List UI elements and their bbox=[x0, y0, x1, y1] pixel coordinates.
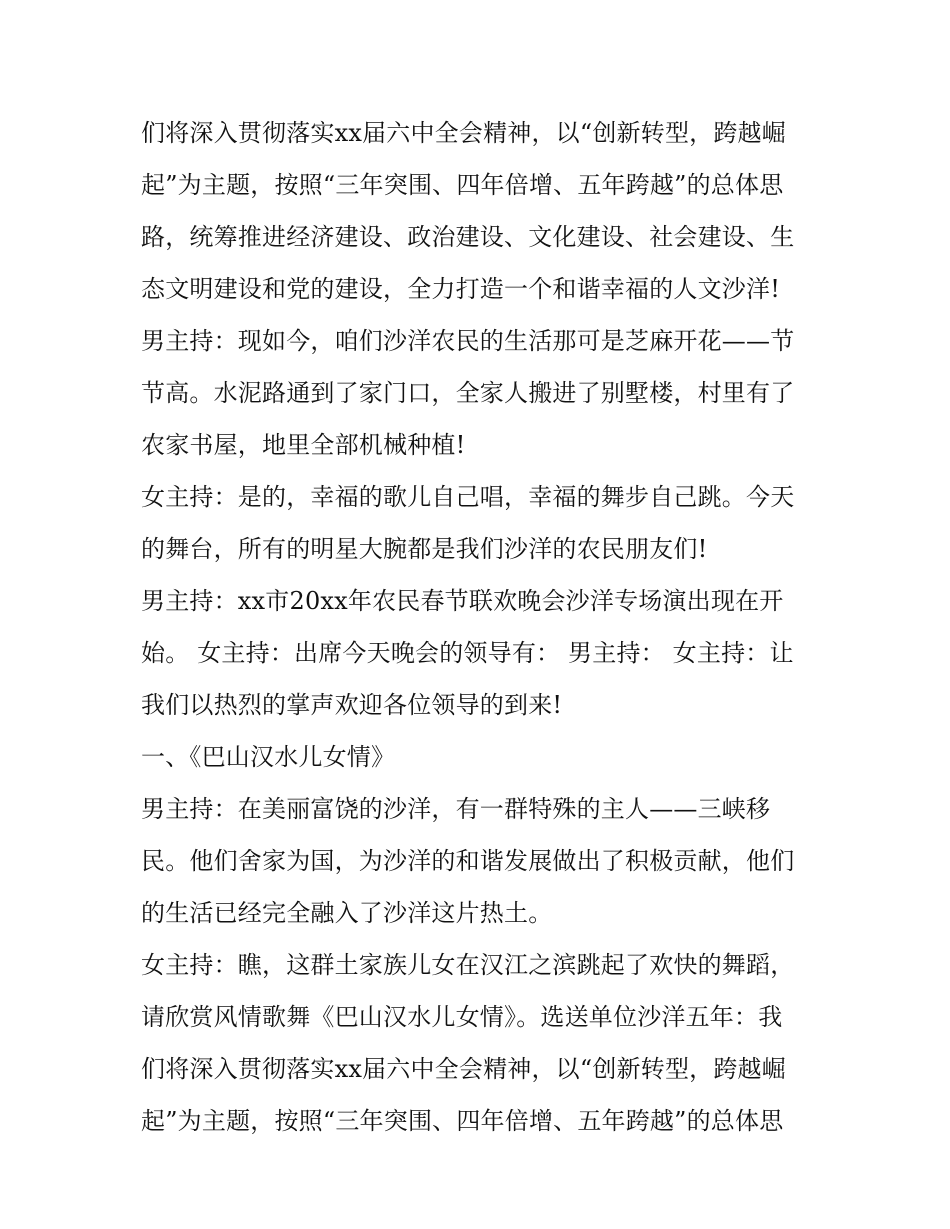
text-line: 路，统筹推进经济建设、政治建设、文化建设、社会建设、生 bbox=[141, 223, 795, 251]
text-line: 们将深入贯彻落实xx届六中全会精神，以“创新转型，跨越崛 bbox=[141, 119, 786, 147]
text-line: 始。 女主持：出席今天晚会的领导有： 男主持： 女主持：让 bbox=[141, 639, 794, 667]
text-line: 民。他们舍家为国，为沙洋的和谐发展做出了积极贡献，他们 bbox=[141, 847, 795, 875]
text-line: 起”为主题，按照“三年突围、四年倍增、五年跨越”的总体思 bbox=[141, 1107, 784, 1135]
text-line: 起”为主题，按照“三年突围、四年倍增、五年跨越”的总体思 bbox=[141, 171, 784, 199]
text-line: 的舞台，所有的明星大腕都是我们沙洋的农民朋友们! bbox=[141, 535, 708, 563]
text-line: 女主持：瞧，这群土家族儿女在汉江之滨跳起了欢快的舞蹈， bbox=[141, 951, 795, 979]
text-line: 男主持：现如今，咱们沙洋农民的生活那可是芝麻开花——节 bbox=[141, 327, 795, 355]
text-line: 我们以热烈的掌声欢迎各位领导的到来! bbox=[141, 691, 563, 719]
text-line: 女主持：是的，幸福的歌儿自己唱，幸福的舞步自己跳。今天 bbox=[141, 483, 795, 511]
text-line: 男主持：xx市20xx年农民春节联欢晚会沙洋专场演出现在开 bbox=[141, 587, 784, 615]
text-line: 态文明建设和党的建设，全力打造一个和谐幸福的人文沙洋! bbox=[141, 275, 781, 303]
section-heading: 一、《巴山汉水儿女情》 bbox=[141, 743, 396, 771]
document-body bbox=[141, 107, 821, 1147]
text-line: 的生活已经完全融入了沙洋这片热土。 bbox=[141, 899, 553, 927]
text-line: 节高。水泥路通到了家门口，全家人搬进了别墅楼，村里有了 bbox=[141, 379, 795, 407]
text-line: 请欣赏风情歌舞《巴山汉水儿女情》。选送单位沙洋五年：我 bbox=[141, 1003, 783, 1031]
text-line: 农家书屋，地里全部机械种植! bbox=[141, 431, 466, 459]
text-line: 们将深入贯彻落实xx届六中全会精神，以“创新转型，跨越崛 bbox=[141, 1055, 786, 1083]
text-line: 男主持：在美丽富饶的沙洋，有一群特殊的主人——三峡移 bbox=[141, 795, 771, 823]
